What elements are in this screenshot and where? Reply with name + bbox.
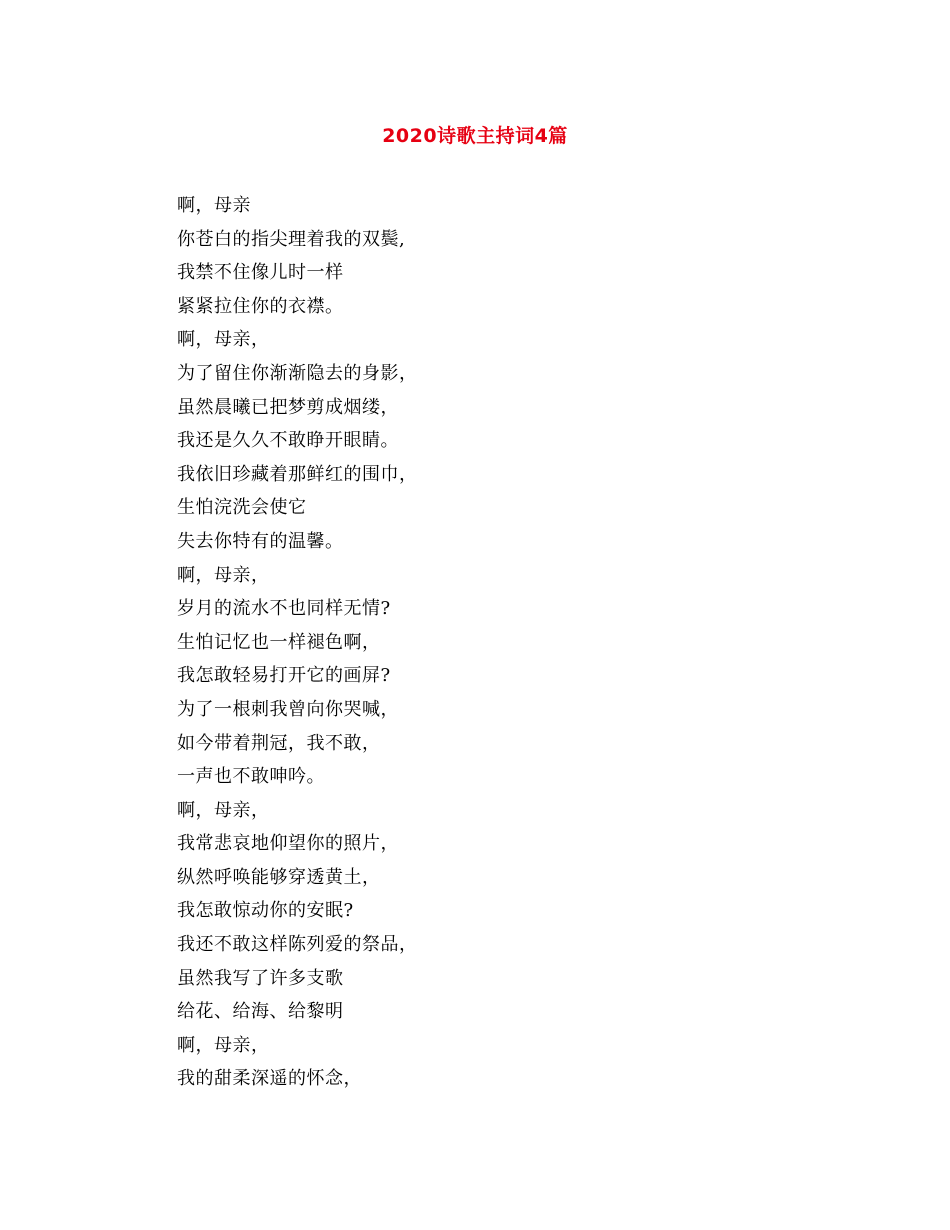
poem-line: 啊，母亲，	[177, 329, 270, 351]
poem-body	[177, 192, 877, 1099]
poem-line: 紧紧拉住你的衣襟。	[177, 295, 344, 317]
poem-line: 我依旧珍藏着那鲜红的围巾，	[177, 463, 418, 485]
poem-line: 我还是久久不敢睁开眼睛。	[177, 430, 399, 452]
poem-line: 失去你特有的温馨。	[177, 530, 344, 552]
poem-line: 如今带着荆冠，我不敢，	[177, 732, 381, 754]
poem-line: 我常悲哀地仰望你的照片，	[177, 833, 399, 855]
poem-line: 我怎敢惊动你的安眠?	[177, 900, 354, 922]
poem-line: 我的甜柔深遥的怀念，	[177, 1068, 362, 1090]
poem-line: 你苍白的指尖理着我的双鬓,	[177, 228, 406, 250]
poem-line: 我还不敢这样陈列爱的祭品，	[177, 934, 418, 956]
poem-line: 啊，母亲，	[177, 1034, 270, 1056]
poem-line: 一声也不敢呻吟。	[177, 766, 325, 788]
poem-line: 岁月的流水不也同样无情?	[177, 598, 391, 620]
poem-line: 给花、给海、给黎明	[177, 1001, 344, 1023]
poem-line: 虽然晨曦已把梦剪成烟缕，	[177, 396, 399, 418]
poem-line: 我怎敢轻易打开它的画屏?	[177, 665, 391, 687]
poem-line: 纵然呼唤能够穿透黄土，	[177, 866, 381, 888]
poem-line: 啊，母亲，	[177, 564, 270, 586]
poem-line: 为了留住你渐渐隐去的身影，	[177, 362, 418, 384]
poem-line: 我禁不住像儿时一样	[177, 262, 344, 284]
poem-line: 为了一根刺我曾向你哭喊，	[177, 698, 399, 720]
poem-line: 啊，母亲，	[177, 799, 270, 821]
poem-line: 虽然我写了许多支歌	[177, 967, 344, 989]
document-title: 2020诗歌主持词4篇	[382, 125, 568, 147]
poem-line: 生怕记忆也一样褪色啊，	[177, 631, 381, 653]
poem-line: 生怕浣洗会使它	[177, 497, 307, 519]
poem-line: 啊，母亲	[177, 195, 251, 216]
